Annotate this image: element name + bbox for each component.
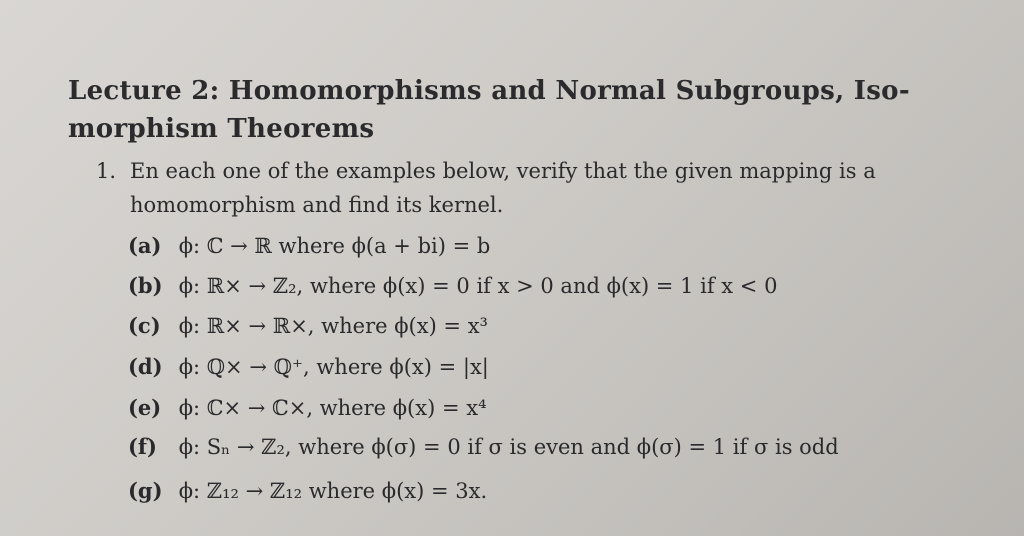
item-expression: ϕ: ℤ₁₂ → ℤ₁₂ where ϕ(x) = 3x. (178, 479, 488, 503)
item-label: (d) (128, 354, 163, 379)
problem-text-line-2: homomorphism and find its kernel. (130, 193, 504, 217)
item-label: (f) (128, 434, 157, 459)
item-b (128, 272, 988, 300)
lecture-title (68, 72, 968, 148)
item-e (128, 394, 988, 422)
item-expression: ϕ: ℂ× → ℂ×, where ϕ(x) = x⁴ (178, 396, 487, 420)
item-g (128, 477, 988, 505)
title-line-1: Lecture 2: Homomorphisms and Normal Subgroups, Iso- (68, 76, 910, 106)
problem-statement (130, 154, 950, 222)
item-label: (a) (128, 233, 162, 258)
problem-text-line-1: En each one of the examples below, verify that the given mapping is a (130, 159, 876, 183)
title-line-2: morphism Theorems (68, 114, 375, 144)
item-expression: ϕ: ℝ× → ℝ×, where ϕ(x) = x³ (178, 314, 488, 338)
item-c (128, 312, 988, 340)
item-label: (c) (128, 313, 161, 338)
item-expression: ϕ: Sₙ → ℤ₂, where ϕ(σ) = 0 if σ is even and ϕ(σ) = 1 if σ is odd (178, 435, 839, 459)
item-label: (e) (128, 395, 162, 420)
item-expression: ϕ: ℝ× → ℤ₂, where ϕ(x) = 0 if x > 0 and ϕ(x) = 1 if x < 0 (178, 274, 778, 298)
item-a (128, 232, 988, 260)
problem-number: 1. (96, 159, 117, 183)
item-label: (b) (128, 273, 163, 298)
item-d (128, 353, 988, 381)
item-label: (g) (128, 478, 163, 503)
item-f (128, 433, 988, 461)
item-expression: ϕ: ℚ× → ℚ⁺, where ϕ(x) = |x| (178, 355, 489, 379)
item-expression: ϕ: ℂ → ℝ where ϕ(a + bi) = b (178, 234, 491, 258)
